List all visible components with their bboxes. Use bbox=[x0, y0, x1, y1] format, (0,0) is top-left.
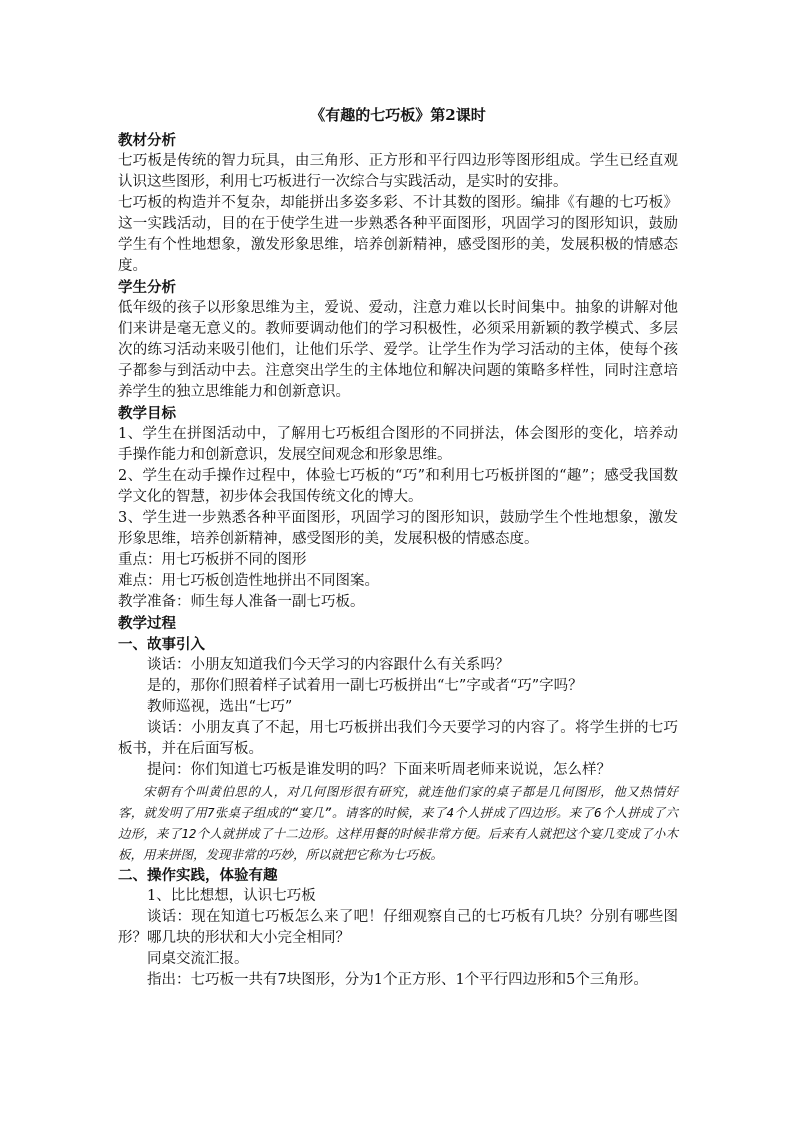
page-title: 《有趣的七巧板》第2课时 bbox=[310, 106, 486, 124]
section-heading-student-analysis: 学生分析 bbox=[118, 279, 176, 296]
paragraph: 低年级的孩子以形象思维为主，爱说、爱动，注意力难以长时间集中。抽象的讲解对他们来讲是毫无意义的。教师要调动他们的学习积极性，必须采用新颖的教学模式、多层次的练习活动来吸引他们，让他们乐学、爱学。让学生作为学习活动的主体，使每个孩子都参与到活动中去。注意突出学生的主体地位和解决问题的策略多样性，同时注意培养学生的独立思维能力和创新意识。 bbox=[118, 300, 678, 400]
dialogue-line: 谈话：小朋友真了不起，用七巧板拼出我们今天要学习的内容了。将学生拼的七巧板书，并在后面写板。 bbox=[118, 720, 678, 757]
goal-item: 2、学生在动手操作过程中，体验七巧板的“巧”和利用七巧板拼图的“趣”；感受我国数学文化的智慧，初步体会我国传统文化的博大。 bbox=[118, 468, 678, 505]
paragraph: 七巧板的构造并不复杂，却能拼出多姿多彩、不计其数的图形。编排《有趣的七巧板》这一实践活动，目的在于使学生进一步熟悉各种平面图形，巩固学习的图形知识，鼓励学生有个性地想象，激发形象思维，培养创新精神，感受图形的美，发展积极的情感态度。 bbox=[118, 195, 678, 274]
story-paragraph: 宋朝有个叫黄伯思的人，对几何图形很有研究，就连他们家的桌子都是几何图形，他又热情好客，就发明了用7张桌子组成的“宴几”。请客的时候，来了4个人拼成了四边形。来了6个人拼成了六边形，来了12个人就拼成了十二边形。这样用餐的时候非常方便。后来有人就把这个宴几变成了小木板，用来拼图，发现非常的巧妙，所以就把它称为七巧板。 bbox=[118, 784, 678, 862]
dialogue-line: 谈话：小朋友知道我们今天学习的内容跟什么有关系吗？ bbox=[147, 657, 510, 673]
dialogue-line: 指出：七巧板一共有7块图形，分为1个正方形、1个平行四边形和5个三角形。 bbox=[147, 972, 648, 988]
subsection-heading-story-intro: 一、故事引入 bbox=[118, 636, 205, 653]
dialogue-line: 是的，那你们照着样子试着用一副七巧板拼出“七”字或者“巧”字吗？ bbox=[147, 678, 583, 694]
paragraph: 七巧板是传统的智力玩具，由三角形、正方形和平行四边形等图形组成。学生已经直观认识这些图形，利用七巧板进行一次综合与实践活动，是实时的安排。 bbox=[118, 153, 678, 190]
section-heading-teaching-process: 教学过程 bbox=[118, 615, 176, 632]
difficulty: 难点：用七巧板创造性地拼出不同图案。 bbox=[118, 573, 379, 589]
subsection-heading-practice: 二、操作实践，体验有趣 bbox=[118, 867, 278, 884]
section-heading-teaching-goals: 教学目标 bbox=[118, 405, 176, 422]
goal-item: 1、学生在拼图活动中，了解用七巧板组合图形的不同拼法，体会图形的变化，培养动手操作能力和创新意识，发展空间观念和形象思维。 bbox=[118, 426, 678, 463]
goal-item: 3、学生进一步熟悉各种平面图形，巩固学习的图形知识，鼓励学生个性地想象，激发形象思维，培养创新精神，感受图形的美，发展积极的情感态度。 bbox=[118, 510, 678, 547]
dialogue-line: 提问：你们知道七巧板是谁发明的吗？下面来听周老师来说说，怎么样？ bbox=[147, 762, 611, 778]
key-point: 重点：用七巧板拼不同的图形 bbox=[118, 552, 307, 568]
dialogue-line: 教师巡视，选出“七巧” bbox=[147, 699, 293, 715]
section-heading-textbook-analysis: 教材分析 bbox=[118, 132, 176, 149]
document-page bbox=[118, 104, 678, 991]
preparation: 教学准备：师生每人准备一副七巧板。 bbox=[118, 594, 365, 610]
dialogue-line: 谈话：现在知道七巧板怎么来了吧！仔细观察自己的七巧板有几块？分别有哪些图形？哪几块的形状和大小完全相同？ bbox=[118, 909, 678, 946]
dialogue-line: 1、比比想想，认识七巧板 bbox=[147, 888, 316, 904]
dialogue-line: 同桌交流汇报。 bbox=[147, 951, 249, 967]
